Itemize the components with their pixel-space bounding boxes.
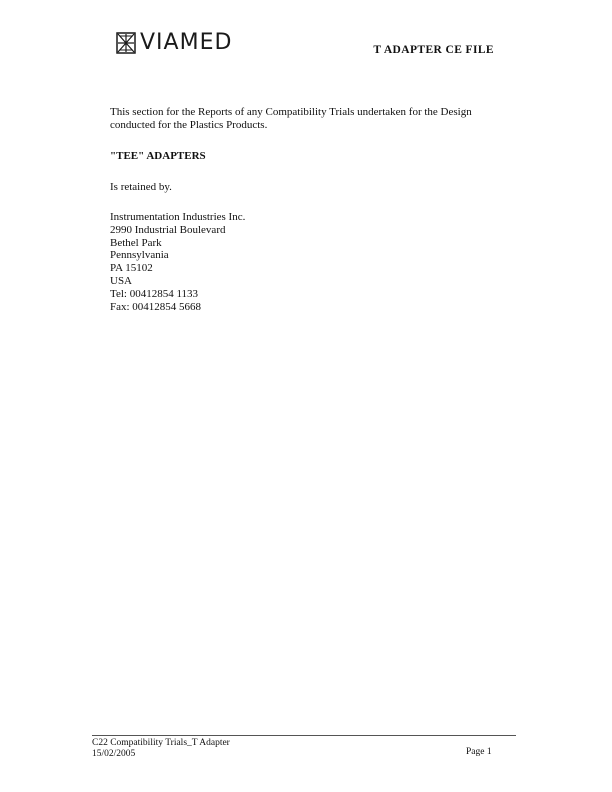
address-line-street: 2990 Industrial Boulevard <box>110 223 226 236</box>
intro-paragraph: This section for the Reports of any Compatibility Trials undertaken for the Design conducted for the Plastics Products. <box>110 106 472 131</box>
footer-date: 15/02/2005 <box>92 749 136 759</box>
document-header-title: T ADAPTER CE FILE <box>373 44 494 56</box>
address-block <box>110 211 510 313</box>
address-line-city: Bethel Park <box>110 236 162 249</box>
address-line-company: Instrumentation Industries Inc. <box>110 211 246 223</box>
retained-by-text: Is retained by. <box>110 181 172 193</box>
address-line-postcode: PA 15102 <box>110 262 153 275</box>
address-line-state: Pennsylvania <box>110 249 169 262</box>
footer-left <box>92 738 230 760</box>
section-subheading: "TEE" ADAPTERS <box>110 150 206 162</box>
address-line-telephone: Tel: 00412854 1133 <box>110 287 199 300</box>
company-logo <box>116 32 232 54</box>
footer-page-number: Page 1 <box>466 747 492 757</box>
footer-doc-reference: C22 Compatibility Trials_T Adapter <box>92 738 230 748</box>
address-line-fax: Fax: 00412854 5668 <box>110 300 202 313</box>
viamed-logo-mark-icon <box>116 32 136 54</box>
address-line-country: USA <box>110 274 133 287</box>
main-content <box>110 106 510 313</box>
logo-wordmark: VIAMED <box>140 30 233 55</box>
footer-divider <box>92 735 516 736</box>
